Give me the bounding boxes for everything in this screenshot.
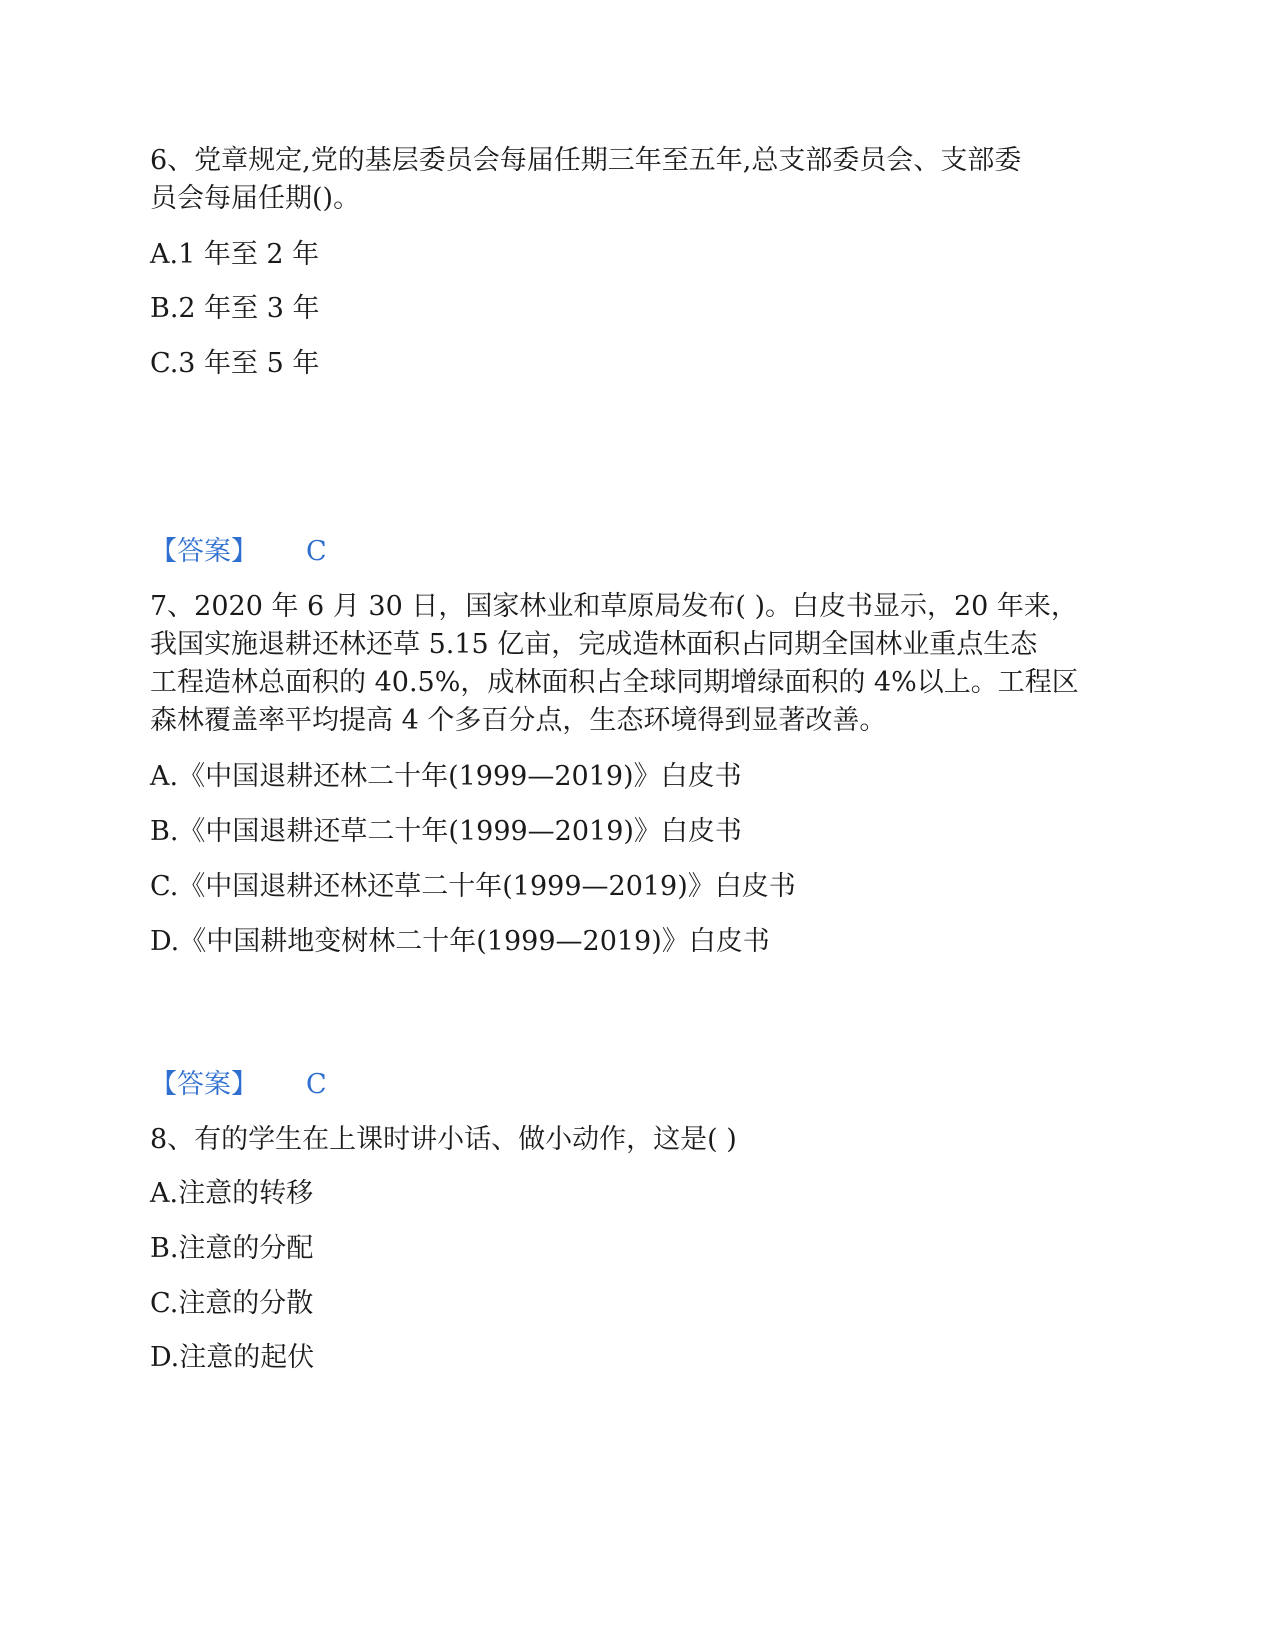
q6-answer [150,533,327,571]
answer-value: C [306,1069,327,1100]
q6-option-c: C.3 年至 5 年 [150,348,320,379]
q6-option-b: B.2 年至 3 年 [150,293,320,324]
q8-stem-line-1: 8、有的学生在上课时讲小话、做小动作，这是( ) [150,1124,737,1155]
q7-stem-line-1: 7、2020 年 6 月 30 日，国家林业和草原局发布( )。白皮书显示，20 年来， [150,591,1078,622]
answer-label: 【答案】 [150,536,258,567]
answer-value: C [306,536,327,567]
q6-option-a: A.1 年至 2 年 [150,239,320,270]
q7-answer [150,1066,327,1104]
q7-option-b: B.《中国退耕还草二十年(1999—2019)》白皮书 [150,816,742,847]
q7-option-d: D.《中国耕地变树林二十年(1999—2019)》白皮书 [150,926,770,957]
q7-stem-line-3: 工程造林总面积的 40.5%，成林面积占全球同期增绿面积的 4%以上。工程区 [150,667,1079,698]
q7-option-a: A.《中国退耕还林二十年(1999—2019)》白皮书 [150,761,742,792]
q8-option-a: A.注意的转移 [150,1178,314,1209]
q7-stem-line-2: 我国实施退耕还林还草 5.15 亿亩，完成造林面积占同期全国林业重点生态 [150,629,1038,660]
q6-stem-line-1: 6、党章规定,党的基层委员会每届任期三年至五年,总支部委员会、支部委 [150,145,1022,176]
q8-option-b: B.注意的分配 [150,1233,314,1264]
q6-stem-line-2: 员会每届任期()。 [150,183,361,214]
answer-label: 【答案】 [150,1069,258,1100]
q7-option-c: C.《中国退耕还林还草二十年(1999—2019)》白皮书 [150,871,796,902]
q7-stem-line-4: 森林覆盖率平均提高 4 个多百分点，生态环境得到显著改善。 [150,705,887,736]
q8-option-c: C.注意的分散 [150,1288,314,1319]
q8-option-d: D.注意的起伏 [150,1342,315,1373]
